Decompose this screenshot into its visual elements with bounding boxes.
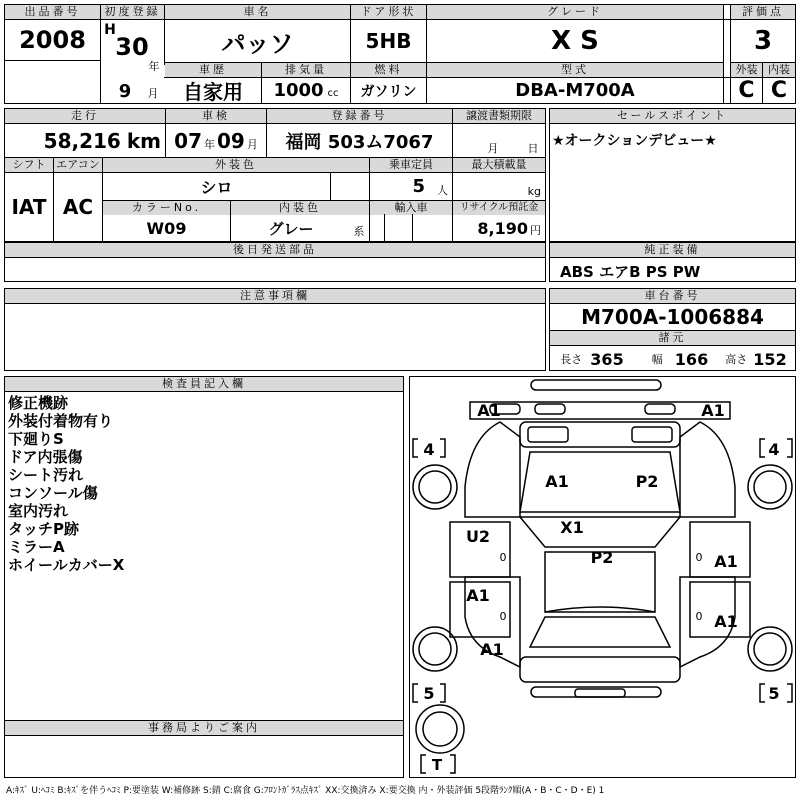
damage-door-rear-left: A1: [466, 585, 490, 605]
colorno-label: カラーNo.: [103, 201, 230, 215]
score-value: 3: [753, 26, 773, 56]
displacement-number: 1000: [273, 80, 324, 101]
inspection-year: 07: [174, 128, 202, 153]
history-value: 自家用: [183, 80, 243, 104]
recycle-value: [453, 215, 545, 241]
tire-front-left: 4: [423, 439, 435, 459]
equipment-label: 純正装備: [550, 243, 795, 257]
model-value: DBA-M700A: [515, 80, 635, 101]
grade-label: グレード: [427, 5, 723, 19]
fuel-value: ガソリン: [360, 83, 417, 100]
damage-door-front-right: A1: [714, 551, 738, 571]
displacement-value: [262, 78, 350, 103]
height-label: 高さ: [725, 353, 748, 366]
dims-label: 諸元: [550, 331, 795, 345]
note-item: 外装付着物有り: [8, 412, 114, 430]
equipment-value: ABS エアB PS PW: [560, 263, 701, 281]
note-item: 修正機跡: [8, 394, 69, 412]
inspector-notes: [8, 394, 124, 574]
displacement-label: 排気量: [262, 63, 350, 77]
chassis-value: M700A-1006884: [581, 305, 764, 329]
note-item: 下廻りS: [8, 430, 64, 448]
colorno-value: W09: [146, 218, 187, 238]
inspection-label: 車検: [166, 109, 266, 123]
mark-zero: 0: [695, 609, 703, 623]
intcolor-value: グレー: [268, 219, 314, 238]
seats-label: 乗車定員: [370, 158, 452, 172]
door-value: 5HB: [365, 29, 412, 53]
damage-hood-right: P2: [635, 471, 659, 491]
import-label: 輸入車: [370, 201, 452, 215]
note-item: シート汚れ: [8, 466, 84, 484]
intcolor-label: 内装色: [231, 201, 369, 215]
inspection-month: 09: [217, 128, 245, 153]
damage-front-right: A1: [701, 400, 725, 420]
chassis-label: 車台番号: [550, 289, 795, 303]
inspector-label: 検査員記入欄: [5, 377, 403, 391]
transfer-month-unit: 月: [487, 142, 499, 155]
seats-number: 5: [412, 176, 425, 197]
mark-zero: 0: [499, 609, 507, 623]
first-reg-month-unit: 月: [147, 87, 159, 100]
car-diagram: [410, 377, 795, 777]
salespoint-section: [549, 108, 796, 242]
first-reg-month: 9: [118, 80, 132, 102]
damage-door-front-left: U2: [465, 526, 491, 546]
note-item: ミラーA: [8, 538, 65, 556]
color-value: シロ: [200, 178, 233, 197]
exterior-value: C: [738, 78, 755, 103]
ac-label: エアコン: [54, 158, 102, 172]
damage-quarter-left: A1: [480, 639, 504, 659]
note-item: ホイールカバーX: [8, 556, 125, 574]
first-reg-label: 初度登録: [101, 5, 164, 19]
color-label: 外装色: [103, 158, 369, 172]
damage-roof: P2: [590, 547, 614, 567]
legend: A:ｷｽﾞ U:ﾍｺﾐ B:ｷｽﾞを伴うﾍｺﾐ P:要塗装 W:補修跡 S:錆 C:腐食 G:ﾌﾛﾝﾄｶﾞﾗｽ点ｷｽﾞ XX:交換済み X:要交換 内・外装評価 5段階ﾗﾝｸ順(A・B・C・D・E) 1: [6, 786, 605, 796]
office-label: 事務局よりご案内: [5, 721, 403, 735]
lot-value: 2008: [19, 26, 86, 54]
width-label: 幅: [651, 353, 663, 366]
grade-value: X S: [551, 26, 599, 56]
recycle-label: リサイクル預託金: [453, 201, 545, 215]
door-label: ドア形状: [351, 5, 426, 19]
mileage-unit: km: [126, 128, 161, 153]
inspection-value: [166, 124, 266, 157]
tire-front-right: 4: [768, 439, 780, 459]
shift-label: シフト: [5, 158, 53, 172]
seats-value: [370, 173, 452, 200]
displacement-unit: cc: [327, 88, 339, 99]
length-cell: [552, 347, 632, 371]
mark-zero: 0: [499, 550, 507, 564]
mileage-number: 58,216: [43, 128, 121, 153]
width-value: 166: [674, 349, 709, 369]
mileage-label: 走行: [5, 109, 165, 123]
damage-hood-left: A1: [545, 471, 569, 491]
car-name-value: パッソ: [221, 29, 294, 58]
history-label: 車歴: [165, 63, 261, 77]
fuel-label: 燃料: [351, 63, 426, 77]
regno-value: 福岡 503ム7067: [285, 131, 434, 153]
note-item: コンソール傷: [8, 484, 98, 502]
seats-unit: 人: [437, 183, 448, 197]
tire-rear-left: 5: [423, 683, 435, 703]
shift-value: IAT: [11, 195, 47, 219]
transfer-day-unit: 日: [527, 142, 539, 155]
width-cell: [640, 347, 720, 371]
interior-value: C: [770, 78, 788, 103]
note-item: ドア内張傷: [8, 448, 83, 466]
lot-label: 出品番号: [5, 5, 100, 19]
note-item: 室内汚れ: [8, 502, 69, 520]
tire-rear-right: 5: [768, 683, 780, 703]
load-unit: kg: [527, 184, 541, 198]
ac-value: AC: [62, 195, 94, 219]
caution-label: 注意事項欄: [5, 289, 545, 303]
recycle-unit: 円: [530, 224, 541, 237]
exterior-label: 外装: [731, 63, 762, 77]
mileage-value: [5, 124, 165, 157]
spare-tire: T: [431, 756, 443, 774]
height-value: 152: [753, 349, 787, 369]
intcolor-unit: 系: [353, 225, 365, 238]
first-reg-era: H: [104, 22, 116, 38]
model-label: 型式: [427, 63, 723, 77]
interior-label: 内装: [763, 63, 795, 77]
mark-zero: 0: [695, 550, 703, 564]
car-name-label: 車名: [165, 5, 350, 19]
regno-label: 登録番号: [267, 109, 452, 123]
first-reg-year-unit: 年: [148, 60, 160, 73]
damage-windshield: X1: [560, 517, 584, 537]
length-value: 365: [590, 349, 624, 369]
first-reg-year: 30: [115, 33, 149, 61]
recycle-number: 8,190: [477, 218, 528, 238]
load-label: 最大積載量: [453, 158, 545, 172]
damage-front-left: A1: [477, 400, 501, 420]
length-label: 長さ: [560, 353, 583, 366]
salespoint-label: セールスポイント: [550, 109, 795, 123]
height-cell: [718, 347, 794, 371]
score-label: 評価点: [731, 5, 795, 19]
inspection-month-unit: 月: [246, 137, 258, 151]
transfer-label: 譲渡書類期限: [453, 109, 545, 123]
later-parts-label: 後日発送部品: [5, 243, 545, 257]
salespoint-value: ★オークションデビュー★: [552, 133, 717, 149]
inspection-year-unit: 年: [204, 137, 215, 151]
damage-door-rear-right: A1: [714, 611, 738, 631]
note-item: タッチP跡: [8, 520, 79, 538]
